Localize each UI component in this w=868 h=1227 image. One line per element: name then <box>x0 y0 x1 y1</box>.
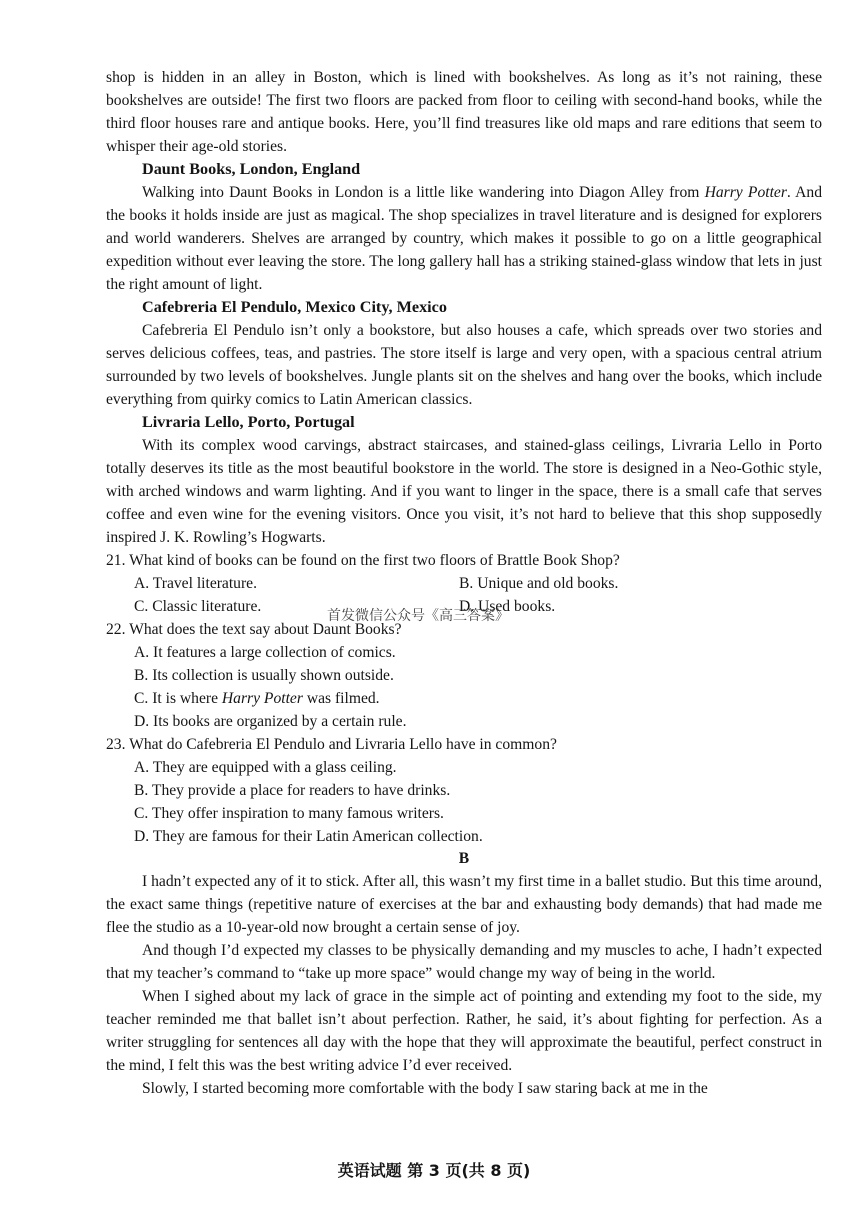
heading-el-pendulo: Cafebreria El Pendulo, Mexico City, Mexico <box>142 298 447 316</box>
page-footer: 英语试题 第 3 页(共 8 页) <box>337 1161 531 1180</box>
paragraph-livraria-lello: With its complex wood carvings, abstract staircases, and stained-glass ceilings, Livraria Lello in Porto totally deserves its title as the most beautiful bookstore in the world. The store is designed in a Neo-Gothic style, with arched windows and warm lighting. And if you want to linger in the space, there is a small cafe that serves coffee and even wine for the evening visitors. Once you visit, it’s not hard to believe that this shop supposedly inspired J. K. Rowling’s Hogwarts. <box>106 437 822 546</box>
question-21-option-a: A. Travel literature. <box>134 575 257 592</box>
passage-b-paragraph-4: Slowly, I started becoming more comfortable with the body I saw staring back at me in the <box>142 1080 708 1097</box>
heading-daunt-books: Daunt Books, London, England <box>142 160 361 178</box>
question-23-option-c: C. They offer inspiration to many famous writers. <box>134 805 444 822</box>
question-21-stem: 21. What kind of books can be found on the first two floors of Brattle Book Shop? <box>106 552 620 569</box>
question-21-option-b: B. Unique and old books. <box>459 575 619 592</box>
passage-b-paragraph-3: When I sighed about my lack of grace in the simple act of pointing and extending my foot to the side, my teacher reminded me that ballet isn’t about perfection. Rather, he said, it’s about fighting for perfection. As a writer struggling for sentences all day with the hope that they will approximate the beautiful, perfect construct in the mind, I felt this was the best writing advice I’d ever received. <box>106 988 822 1074</box>
question-23-stem: 23. What do Cafebreria El Pendulo and Livraria Lello have in common? <box>106 736 557 753</box>
question-22-option-c: C. It is where Harry Potter was filmed. <box>134 690 380 707</box>
question-23-option-d: D. They are famous for their Latin American collection. <box>134 828 483 845</box>
section-b-label: B <box>458 850 470 867</box>
question-22-option-d: D. Its books are organized by a certain rule. <box>134 713 407 730</box>
passage-b-paragraph-2: And though I’d expected my classes to be physically demanding and my muscles to ache, I hadn’t expected that my teacher’s command to “take up more space” would change my way of being in the world. <box>106 942 822 982</box>
paragraph-el-pendulo: Cafebreria El Pendulo isn’t only a bookstore, but also houses a cafe, which spreads over two stories and serves delicious coffees, teas, and pastries. The store itself is large and very open, with a spacious central atrium surrounded by two levels of bookshelves. Jungle plants sit on the shelves and hang over the books, which include everything from quirky comics to Latin American classics. <box>106 322 822 408</box>
question-22-option-b: B. Its collection is usually shown outside. <box>134 667 394 684</box>
passage-a-intro-fragment: shop is hidden in an alley in Boston, which is lined with bookshelves. As long as it’s not raining, these bookshelves are outside! The first two floors are packed from floor to ceiling with second-hand books, while the third floor houses rare and antique books. Here, you’ll find treasures like old maps and rare editions that seem to whisper their age-old stories. <box>106 69 822 155</box>
question-22-stem: 22. What does the text say about Daunt Books? <box>106 621 402 638</box>
heading-livraria-lello: Livraria Lello, Porto, Portugal <box>142 413 355 431</box>
question-21-option-d: D. Used books. <box>459 598 556 615</box>
question-21-option-c: C. Classic literature. <box>134 598 262 615</box>
question-23-option-b: B. They provide a place for readers to have drinks. <box>134 782 451 799</box>
paragraph-daunt-books: Walking into Daunt Books in London is a little like wandering into Diagon Alley from Harry Potter. And the books it holds inside are just as magical. The shop specializes in travel literature and is designed for explorers and world wanderers. Shelves are arranged by country, which makes it possible to go on a little geographical expedition without ever leaving the store. The long gallery hall has a striking stained-glass window that lets in just the right amount of light. <box>106 184 822 293</box>
watermark-text: 首发微信公众号《高三答案》 <box>327 608 509 624</box>
question-22-option-a: A. It features a large collection of comics. <box>134 644 396 661</box>
question-23-option-a: A. They are equipped with a glass ceiling. <box>134 759 397 776</box>
passage-b-paragraph-1: I hadn’t expected any of it to stick. After all, this wasn’t my first time in a ballet studio. But this time around, the exact same things (repetitive nature of exercises at the bar and exhausting body demands) that had made me flee the studio as a 10-year-old now brought a certain sense of joy. <box>106 873 822 936</box>
exam-page <box>106 66 822 1100</box>
